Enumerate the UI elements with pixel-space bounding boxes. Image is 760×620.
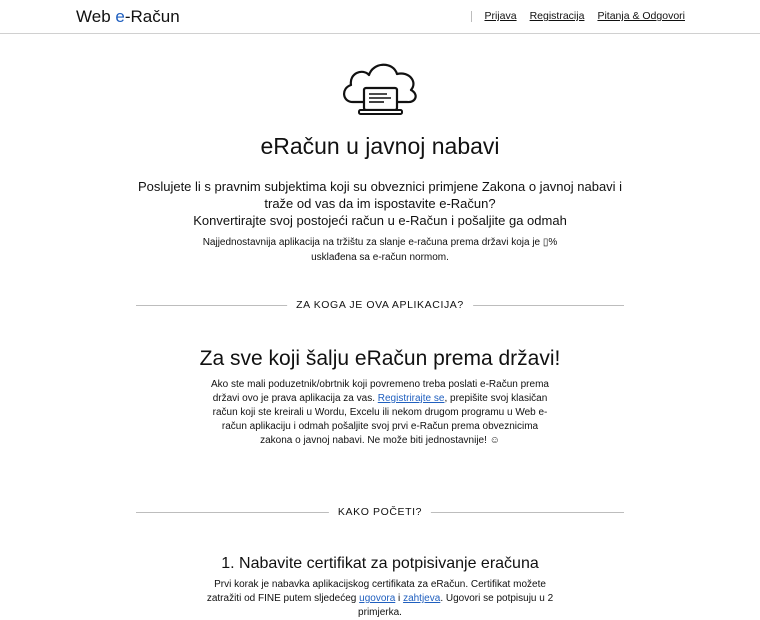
step1-text-before: Prvi korak je nabavka aplikacijskog certifikata za eRačun. Certifikat možete zatražiti od FINE putem sljedećeg — [206, 579, 546, 604]
cloud-laptop-icon — [339, 56, 421, 118]
step1-text-after: . Ugovori se potpisuju u 2 primjerka. — [358, 593, 554, 618]
logo-accent: e — [115, 7, 125, 26]
request-link[interactable]: zahtjeva — [403, 593, 441, 604]
nav-faq-link[interactable]: Pitanja & Odgovori — [597, 10, 685, 22]
hero-lead-line-2: Konvertirajte svoj postojeći račun u e-Račun i pošaljite ga odmah — [193, 213, 567, 228]
step1-text-mid: i — [395, 593, 404, 604]
page-title: eRačun u javnoj nabavi — [260, 133, 500, 159]
divider-label-who: ZA KOGA JE OVA APLIKACIJA? — [287, 299, 473, 311]
step-1-title: 1. Nabavite certifikat za potpisivanje eračuna — [221, 555, 539, 572]
step-1-text — [205, 578, 555, 620]
nav-separator — [471, 11, 472, 22]
hero-lead-line-1: Poslujete li s pravnim subjektima koji su obveznici primjene Zakona o javnoj nabavi i traže od vas da im ispostavite e-Račun? — [137, 179, 623, 211]
section-divider-who — [136, 299, 624, 311]
section-who-title: Za sve koji šalju eRačun prema državi! — [199, 347, 561, 370]
site-logo[interactable] — [76, 7, 180, 27]
divider-label-start: KAKO POČETI? — [329, 506, 431, 518]
hero-lead — [130, 178, 630, 229]
main-nav — [471, 10, 685, 22]
register-link[interactable]: Registrirajte se — [377, 393, 445, 404]
hero-subtext: Najjednostavnija aplikacija na tržištu za slanje e-računa prema državi koja je ▯% usklađena sa e-račun normom. — [202, 237, 558, 263]
top-header — [0, 0, 760, 34]
who-text-after: , prepišite svoj klasičan račun koji ste kreirali u Wordu, Excelu ili nekom drugom programu u Web e-račun aplikaciju i odmah pošaljite svoj prvi e-Račun prema obveznicima zakona o javnoj nabavi. Ne može biti jednostavnije! ☺ — [212, 393, 548, 446]
section-who-text — [205, 378, 555, 448]
logo-prefix: Web — [76, 7, 116, 26]
contract-link[interactable]: ugovora — [359, 593, 396, 604]
who-text-before: Ako ste mali poduzetnik/obrtnik koji povremeno treba poslati e-Račun prema državi ovo je prava aplikacija za vas. — [211, 379, 549, 404]
section-divider-start — [136, 506, 624, 518]
logo-suffix: -Račun — [124, 7, 180, 26]
nav-register-link[interactable]: Registracija — [529, 10, 585, 22]
nav-login-link[interactable]: Prijava — [484, 10, 517, 22]
